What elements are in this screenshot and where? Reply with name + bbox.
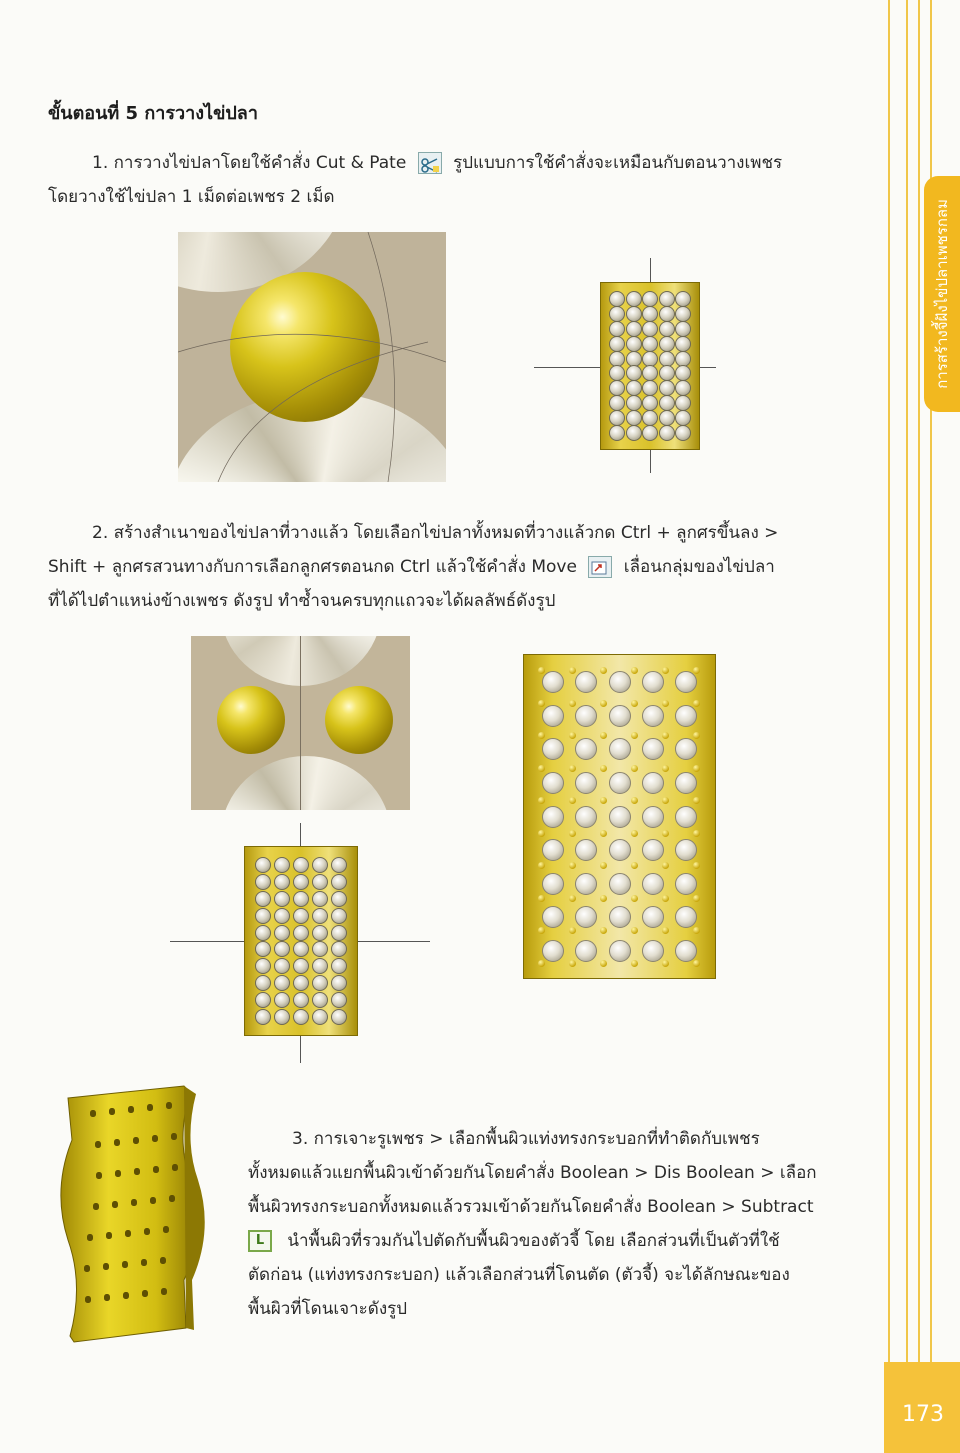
step3-line5: ตัดก่อน (แท่งทรงกระบอก) แล้วเลือกส่วนที่โดนตัด (ตัวจี้) จะได้ลักษณะของ — [248, 1265, 790, 1285]
pierced-hole — [153, 1166, 159, 1173]
gem-stone — [255, 941, 271, 957]
gem-stone — [675, 806, 697, 828]
divider — [300, 636, 301, 810]
gem-stone — [642, 940, 664, 962]
chapter-tab-label: การสร้างจี้ฝังไข่ปลาเพชรกลม — [933, 199, 951, 389]
gem-stone — [642, 705, 664, 727]
diamond-image — [221, 756, 391, 810]
egg-pip — [631, 830, 638, 837]
gem-stone — [575, 873, 597, 895]
egg-pip — [569, 927, 576, 934]
egg-pip — [662, 895, 669, 902]
egg-pip — [569, 765, 576, 772]
gem-stone — [626, 365, 642, 381]
gem-plate-medium — [244, 846, 358, 1036]
gem-stone — [293, 958, 309, 974]
gem-stone — [675, 321, 691, 337]
guide-curves — [178, 232, 446, 482]
gem-stone — [255, 958, 271, 974]
gem-stone — [274, 874, 290, 890]
step2-line2-prefix: Shift + ลูกศรสวนทางกับการเลือกลูกศรตอนกด Ctrl แล้วใช้คำสั่ง Move — [48, 557, 577, 577]
pierced-hole — [84, 1265, 90, 1272]
egg-pip — [600, 927, 607, 934]
pierced-hole — [123, 1292, 129, 1299]
gem-stone — [609, 425, 625, 441]
gem-stone — [255, 891, 271, 907]
gem-stone — [675, 425, 691, 441]
egg-pip — [662, 960, 669, 967]
gem-stone — [542, 772, 564, 794]
gem-stone — [609, 365, 625, 381]
gem-stone — [274, 958, 290, 974]
pierced-hole — [104, 1294, 110, 1301]
pierced-hole — [114, 1139, 120, 1146]
gem-stone — [642, 738, 664, 760]
gem-stone — [293, 941, 309, 957]
decor-line — [888, 0, 890, 1453]
pierced-hole — [103, 1263, 109, 1270]
gem-stone — [274, 908, 290, 924]
pierced-hole — [90, 1110, 96, 1117]
egg-pip — [693, 797, 700, 804]
gem-stone — [331, 975, 347, 991]
pierced-hole — [122, 1261, 128, 1268]
gem-stone — [293, 992, 309, 1008]
gem-stone — [626, 410, 642, 426]
pierced-hole — [172, 1164, 178, 1171]
egg-pip — [600, 862, 607, 869]
gem-stone — [331, 908, 347, 924]
egg-pip — [538, 732, 545, 739]
gem-stone — [293, 874, 309, 890]
gem-stone — [255, 975, 271, 991]
gem-stone — [255, 857, 271, 873]
gem-stone — [255, 874, 271, 890]
gem-plate-small — [600, 282, 700, 450]
gem-stone — [626, 291, 642, 307]
step3-paragraph — [248, 1122, 817, 1326]
gem-stone — [575, 806, 597, 828]
egg-ball-image — [325, 686, 393, 754]
gem-stone — [274, 992, 290, 1008]
gem-stone — [542, 940, 564, 962]
gem-stone — [642, 839, 664, 861]
gem-stone — [675, 336, 691, 352]
step1-line1-suffix: รูปแบบการใช้คำสั่งจะเหมือนกับตอนวางเพชร — [453, 153, 783, 173]
step3-line1: 3. การเจาะรูเพชร > เลือกพื้นผิวแท่งทรงกระบอกที่ทำติดกับเพชร — [292, 1129, 760, 1149]
gem-stone — [542, 839, 564, 861]
gem-stone — [331, 925, 347, 941]
gem-stone — [255, 925, 271, 941]
gem-stone — [542, 705, 564, 727]
gem-stone — [642, 671, 664, 693]
gem-stone — [274, 1009, 290, 1025]
gem-stone — [609, 705, 631, 727]
gem-stone — [642, 365, 658, 381]
gem-stone — [274, 975, 290, 991]
egg-pip — [600, 797, 607, 804]
egg-pip — [569, 862, 576, 869]
gem-stone — [626, 351, 642, 367]
egg-pip — [600, 895, 607, 902]
gem-stone — [331, 992, 347, 1008]
gem-stone — [293, 1009, 309, 1025]
egg-pip — [538, 895, 545, 902]
pierced-hole — [109, 1108, 115, 1115]
pierced-hole — [115, 1170, 121, 1177]
egg-pip — [693, 927, 700, 934]
gem-stone — [274, 925, 290, 941]
pierced-hole — [166, 1102, 172, 1109]
gem-stone — [331, 941, 347, 957]
step2-paragraph — [48, 516, 778, 618]
gem-stone — [626, 306, 642, 322]
gem-stone — [609, 410, 625, 426]
gem-stone — [659, 425, 675, 441]
egg-pip — [569, 700, 576, 707]
egg-ball-image — [217, 686, 285, 754]
gem-stone — [312, 992, 328, 1008]
gem-stone — [312, 958, 328, 974]
pierced-hole — [125, 1230, 131, 1237]
egg-pip — [538, 700, 545, 707]
gem-stone — [609, 351, 625, 367]
gem-stone — [659, 351, 675, 367]
pierced-hole — [93, 1203, 99, 1210]
gem-stone — [609, 839, 631, 861]
step3-line2: ทั้งหมดแล้วแยกพื้นผิวเข้าด้วยกันโดยคำสั่ง Boolean > Dis Boolean > เลือก — [248, 1163, 817, 1183]
gem-stone — [609, 873, 631, 895]
egg-pip — [631, 765, 638, 772]
pierced-hole — [163, 1226, 169, 1233]
egg-pip — [569, 667, 576, 674]
egg-pip — [538, 797, 545, 804]
gem-stone — [642, 806, 664, 828]
egg-pip — [662, 862, 669, 869]
pierced-hole — [85, 1296, 91, 1303]
gem-stone — [575, 705, 597, 727]
gem-stone — [675, 291, 691, 307]
figure-egg-closeup — [178, 232, 446, 482]
gem-stone — [626, 380, 642, 396]
gem-stone — [255, 908, 271, 924]
section-heading: ขั้นตอนที่ 5 การวางไข่ปลา — [48, 103, 258, 124]
gem-stone — [609, 671, 631, 693]
gem-stone — [255, 1009, 271, 1025]
gem-stone — [675, 705, 697, 727]
gem-stone — [312, 975, 328, 991]
gem-stone — [675, 395, 691, 411]
gem-stone — [626, 395, 642, 411]
gem-stone — [609, 321, 625, 337]
pierced-hole — [106, 1232, 112, 1239]
gem-stone — [575, 738, 597, 760]
gem-stone — [293, 891, 309, 907]
page-number-box — [884, 1362, 960, 1453]
gem-stone — [659, 321, 675, 337]
gem-stone — [609, 395, 625, 411]
gem-stone — [312, 874, 328, 890]
decor-line — [918, 0, 920, 1453]
egg-pip — [693, 960, 700, 967]
egg-pip — [662, 927, 669, 934]
egg-pip — [693, 765, 700, 772]
chapter-tab — [924, 176, 960, 412]
egg-pip — [693, 895, 700, 902]
egg-pip — [662, 667, 669, 674]
gem-stone — [293, 908, 309, 924]
egg-pip — [600, 765, 607, 772]
pierced-pendant-shape — [56, 1080, 206, 1350]
gem-stone — [312, 857, 328, 873]
gem-stone — [255, 992, 271, 1008]
gem-stone — [675, 772, 697, 794]
pierced-hole — [171, 1133, 177, 1140]
gem-plate-large — [523, 654, 716, 979]
pierced-hole — [150, 1197, 156, 1204]
egg-pip — [538, 765, 545, 772]
gem-stone — [626, 425, 642, 441]
decor-line — [906, 0, 908, 1453]
egg-pip — [538, 927, 545, 934]
gem-stone — [675, 738, 697, 760]
pierced-hole — [87, 1234, 93, 1241]
pierced-hole — [134, 1168, 140, 1175]
gem-stone — [675, 906, 697, 928]
gem-stone — [542, 806, 564, 828]
gem-stone — [609, 772, 631, 794]
gem-stone — [575, 671, 597, 693]
gem-stone — [659, 306, 675, 322]
gem-stone — [626, 321, 642, 337]
gem-stone — [659, 365, 675, 381]
pierced-hole — [169, 1195, 175, 1202]
step3-line4: นำพื้นผิวที่รวมกันไปตัดกับพื้นผิวของตัวจี้ โดย เลือกส่วนที่เป็นตัวที่ใช้ — [287, 1231, 780, 1251]
gem-stone — [659, 336, 675, 352]
pierced-hole — [112, 1201, 118, 1208]
gem-stone — [675, 306, 691, 322]
egg-pip — [631, 895, 638, 902]
gem-stone — [331, 958, 347, 974]
egg-pip — [693, 700, 700, 707]
egg-pip — [631, 927, 638, 934]
gem-stone — [609, 806, 631, 828]
egg-pip — [631, 732, 638, 739]
gem-stone — [675, 671, 697, 693]
gem-stone — [642, 395, 658, 411]
step1-line2: โดยวางใช้ไข่ปลา 1 เม็ดต่อเพชร 2 เม็ด — [48, 187, 335, 207]
gem-stone — [642, 906, 664, 928]
gem-stone — [642, 425, 658, 441]
step3-line3: พื้นผิวทรงกระบอกทั้งหมดแล้วรวมเข้าด้วยกันโดยคำสั่ง Boolean > Subtract — [248, 1197, 814, 1217]
gem-stone — [312, 941, 328, 957]
gem-stone — [642, 410, 658, 426]
gem-stone — [609, 906, 631, 928]
step2-line3: ที่ได้ไปตำแหน่งข้างเพชร ดังรูป ทำซ้ำจนครบทุกแถวจะได้ผลลัพธ์ดังรูป — [48, 591, 556, 611]
gem-stone — [642, 321, 658, 337]
step2-line1: 2. สร้างสำเนาของไข่ปลาที่วางแล้ว โดยเลือกไข่ปลาทั้งหมดที่วางแล้วกด Ctrl + ลูกศรขึ้นลง > — [92, 523, 779, 543]
gem-stone — [609, 738, 631, 760]
pierced-hole — [152, 1135, 158, 1142]
egg-pip — [662, 765, 669, 772]
gem-stone — [274, 941, 290, 957]
gem-stone — [675, 839, 697, 861]
pierced-hole — [161, 1288, 167, 1295]
egg-pip — [569, 732, 576, 739]
gem-stone — [575, 906, 597, 928]
gem-stone — [642, 336, 658, 352]
egg-pip — [569, 797, 576, 804]
pierced-hole — [147, 1104, 153, 1111]
step3-line6: พื้นผิวที่โดนเจาะดังรูป — [248, 1299, 408, 1319]
pierced-hole — [142, 1290, 148, 1297]
gem-stone — [642, 380, 658, 396]
gem-stone — [293, 975, 309, 991]
figure-two-eggs — [191, 636, 410, 810]
gem-stone — [659, 291, 675, 307]
pierced-hole — [96, 1172, 102, 1179]
gem-stone — [675, 410, 691, 426]
pierced-hole — [144, 1228, 150, 1235]
gem-stone — [274, 857, 290, 873]
gem-stone — [642, 291, 658, 307]
gem-stone — [659, 410, 675, 426]
gem-stone — [642, 772, 664, 794]
gem-stone — [575, 940, 597, 962]
gem-stone — [609, 336, 625, 352]
gem-stone — [542, 738, 564, 760]
gem-stone — [675, 380, 691, 396]
gem-stone — [609, 940, 631, 962]
figure-pierced-pendant — [56, 1080, 206, 1350]
gem-stone — [542, 906, 564, 928]
egg-pip — [600, 700, 607, 707]
step1-line1-prefix: 1. การวางไข่ปลาโดยใช้คำสั่ง Cut & Pate — [92, 153, 407, 173]
egg-pip — [631, 862, 638, 869]
pierced-hole — [128, 1106, 134, 1113]
gem-stone — [331, 891, 347, 907]
gem-stone — [312, 1009, 328, 1025]
cut-paste-icon — [418, 152, 442, 174]
gem-stone — [331, 874, 347, 890]
gem-stone — [575, 839, 597, 861]
egg-pip — [569, 960, 576, 967]
step1-paragraph — [48, 146, 782, 214]
egg-pip — [662, 830, 669, 837]
egg-pip — [693, 830, 700, 837]
egg-pip — [631, 960, 638, 967]
gem-stone — [642, 306, 658, 322]
egg-pip — [662, 732, 669, 739]
gem-stone — [274, 891, 290, 907]
gem-stone — [542, 873, 564, 895]
egg-pip — [538, 830, 545, 837]
gem-stone — [675, 940, 697, 962]
egg-pip — [662, 700, 669, 707]
egg-pip — [693, 732, 700, 739]
egg-pip — [538, 960, 545, 967]
move-icon — [588, 556, 612, 578]
egg-pip — [538, 862, 545, 869]
gem-stone — [626, 336, 642, 352]
gem-stone — [642, 351, 658, 367]
pierced-hole — [131, 1199, 137, 1206]
gem-stone — [675, 365, 691, 381]
pierced-hole — [160, 1257, 166, 1264]
gem-stone — [609, 291, 625, 307]
egg-pip — [569, 895, 576, 902]
gem-stone — [331, 857, 347, 873]
egg-pip — [600, 830, 607, 837]
subtract-icon: L — [248, 1230, 272, 1252]
gem-stone — [609, 306, 625, 322]
pierced-hole — [141, 1259, 147, 1266]
egg-pip — [538, 667, 545, 674]
egg-pip — [693, 667, 700, 674]
egg-pip — [631, 667, 638, 674]
page-number: 173 — [902, 1402, 944, 1427]
egg-pip — [662, 797, 669, 804]
egg-pip — [600, 667, 607, 674]
step2-line2-suffix: เลื่อนกลุ่มของไข่ปลา — [623, 557, 775, 577]
egg-pip — [569, 830, 576, 837]
gem-stone — [293, 857, 309, 873]
gem-stone — [609, 380, 625, 396]
gem-stone — [675, 873, 697, 895]
gem-stone — [642, 873, 664, 895]
gem-stone — [293, 925, 309, 941]
egg-pip — [600, 732, 607, 739]
gem-stone — [659, 380, 675, 396]
pierced-hole — [95, 1141, 101, 1148]
gem-stone — [675, 351, 691, 367]
gem-stone — [575, 772, 597, 794]
gem-stone — [542, 671, 564, 693]
diamond-image — [221, 636, 381, 686]
egg-pip — [693, 862, 700, 869]
gem-stone — [312, 891, 328, 907]
gem-stone — [331, 1009, 347, 1025]
gem-stone — [659, 395, 675, 411]
gem-stone — [312, 925, 328, 941]
egg-pip — [631, 797, 638, 804]
pierced-hole — [133, 1137, 139, 1144]
egg-pip — [600, 960, 607, 967]
gem-stone — [312, 908, 328, 924]
egg-pip — [631, 700, 638, 707]
